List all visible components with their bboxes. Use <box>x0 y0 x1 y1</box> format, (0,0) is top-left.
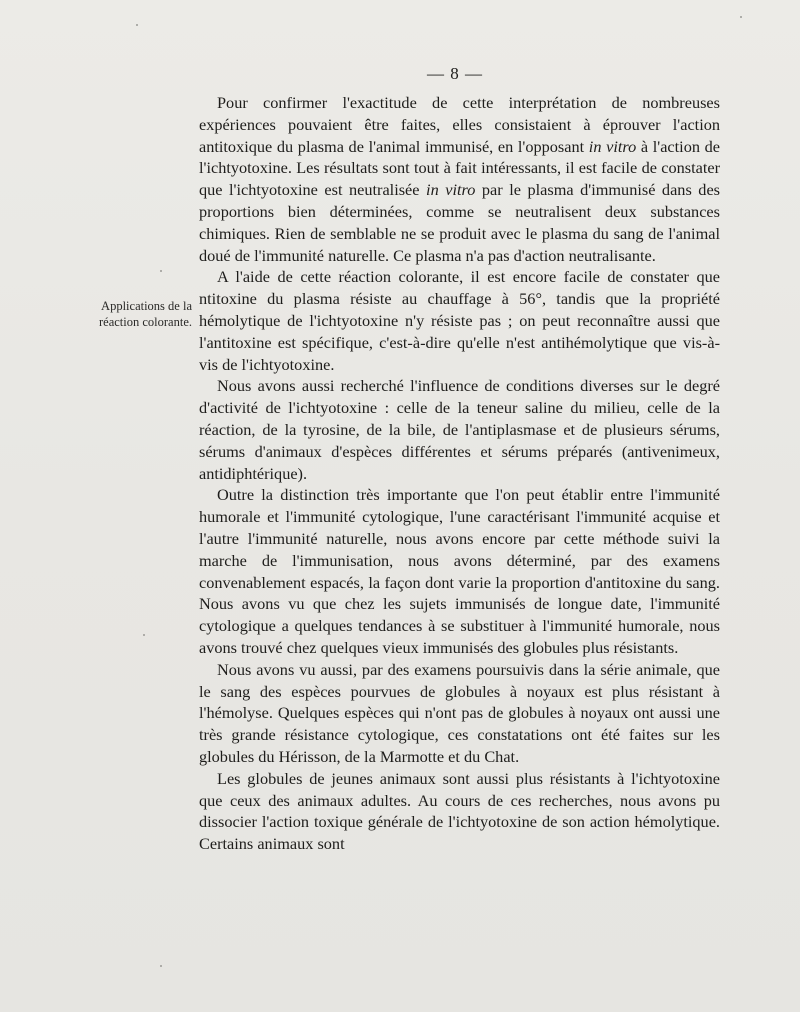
paragraph-1-part-3: par le plasma d'immunisé dans des proportions bien déterminées, comme se neutralisent deux substances chimiques. Rien de semblable ne se produit avec le plasma du sang de l'animal doué de l'immunité naturelle. Ce plasma n'a pas d'action neutralisante. <box>199 180 721 265</box>
paper-speck <box>160 965 162 967</box>
paper-speck <box>136 24 138 26</box>
paragraph-3: Nous avons aussi recherché l'influence de conditions diverses sur le degré d'activité de l'ichtyotoxine : celle de la teneur saline du milieu, celle de la réaction, de la tyrosine, de la bile, de l'antiplasmase et de plusieurs sérums, sérums d'animaux d'espèces différentes et sérums préparés (antivenimeux, antidiphtérique). <box>199 376 720 483</box>
margin-note-line-2: réaction colorante. <box>98 315 192 329</box>
paper-speck <box>740 16 742 18</box>
paragraph-4: Outre la distinction très importante que l'on peut établir entre l'immunité humorale et l'immunité cytologique, l'une caractérisant l'immunité acquise et l'autre l'immunité naturelle, nous avons encore par cette méthode suivi la marche de l'immunisation, nous avons déterminé, par des examens convenablement espacés, la façon dont varie la proportion d'antitoxine du sang. Nous avons vu que chez les sujets immunisés de longue date, l'immunité cytologique a quelques tendances à se substituer à l'immunité humorale, nous avons trouvé chez quelques vieux immunisés des globules plus résistants. <box>199 485 720 657</box>
paragraph-1 <box>199 92 720 266</box>
margin-note-line-1: Applications de la <box>101 299 192 313</box>
paragraph-1-part-2: à l'action de l'ichtyotoxine. Les résultats sont tout à fait intéressants, il est facile de constater que l'ichtyotoxine est neutralisée <box>199 136 720 200</box>
paragraph-2: A l'aide de cette réaction colorante, il est encore facile de constater que ntitoxine du plasma résiste au chauffage à 56°, tandis que la propriété hémolytique de l'ichtyotoxine n'y résiste pas ; on peut reconnaître aussi que l'antitoxine est spécifique, c'est-à-dire qu'elle n'est antihémolytique que vis-à-vis de l'ichtyotoxine. <box>199 267 720 374</box>
page-number: — 8 — <box>427 64 483 83</box>
paragraph-5: Nous avons vu aussi, par des examens poursuivis dans la série animale, que le sang des espèces pourvues de globules à noyaux est plus résistant à l'hémolyse. Quelques espèces qui n'ont pas de globules à noyaux ont aussi une très grande résistance cytologique, ces constatations ont été faites sur les globules du Hérisson, de la Marmotte et du Chat. <box>199 659 720 766</box>
margin-note <box>30 298 192 330</box>
paragraph-1-part-1: Pour confirmer l'exactitude de cette interprétation de nombreuses expériences pouvaient être faites, elles consistaient à éprouver l'action antitoxique du plasma de l'animal immunisé, en l'opposant <box>199 93 720 156</box>
paragraph-1-italic-1: in vitro <box>588 136 637 156</box>
paper-speck <box>143 634 145 636</box>
paper-speck <box>160 270 162 272</box>
paragraph-6: Les globules de jeunes animaux sont aussi plus résistants à l'ichtyotoxine que ceux des animaux adultes. Au cours de ces recherches, nous avons pu dissocier l'action toxique générale de l'ichtyotoxine de son action hémolytique. Certains animaux sont <box>199 768 720 854</box>
paragraph-1-italic-2: in vitro <box>426 180 476 200</box>
body-text <box>199 92 720 855</box>
